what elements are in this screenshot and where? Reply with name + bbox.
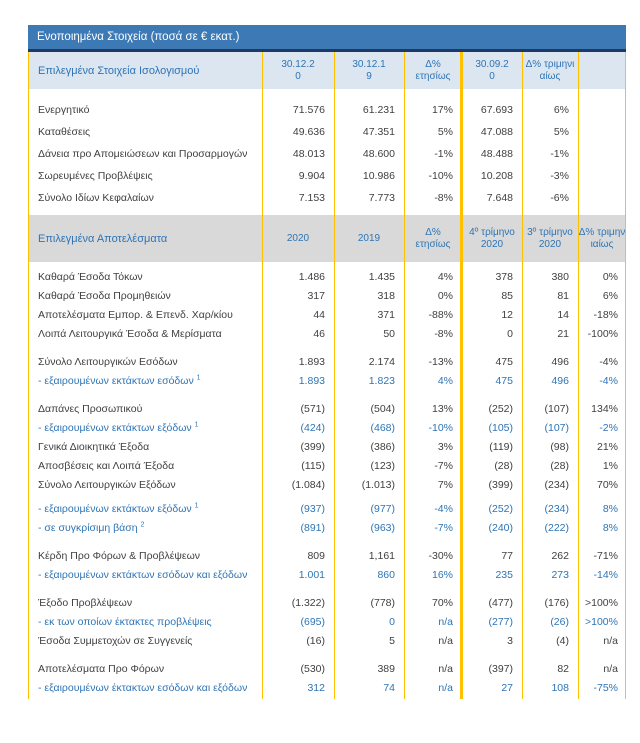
cell-value: (695) [300,615,325,628]
cell-value: -1% [434,148,453,160]
cell-value: -75% [593,681,618,694]
cell-value: -88% [428,308,453,321]
cell-value: 1% [602,459,618,472]
cell-value: 378 [495,270,513,283]
table-row [28,143,626,165]
cell-value: n/a [438,681,453,694]
cell-value: -4% [599,355,618,368]
grid-line-col1 [262,52,263,699]
cell-value: 1.435 [368,270,395,283]
cell-value: 475 [495,355,513,368]
cell-value: -4% [599,374,618,387]
table-row [28,456,626,475]
results-rows [28,267,626,697]
row-label: - εξαιρουμένων εκτάκτων εσόδων $^1$ [38,374,201,387]
row-label: Σύνολο Λειτουργικών Εσόδων [38,355,178,368]
cell-value: 0 [507,327,513,340]
cell-value: (107) [544,402,569,415]
table-row [28,678,626,697]
cell-value: 312 [307,681,325,694]
cell-value: (1.013) [361,478,395,491]
cell-value: (28) [550,459,569,472]
section1-title: Επιλεγμένα Στοιχεία Ισολογισμού [38,64,200,77]
cell-value: (937) [300,502,325,515]
grid-line-right-border [625,52,626,699]
col-header-q4-2020: 4º τρίμηνο 2020 [469,227,515,250]
table-row [28,499,626,518]
cell-value: (571) [300,402,325,415]
row-label: Δαπάνες Προσωπικού [38,402,143,415]
col-header-delta-yearly: Δ% ετησίως [415,59,451,82]
cell-value: (399) [488,478,513,491]
cell-value: -1% [550,148,569,160]
cell-value: -14% [593,568,618,581]
table-row [28,418,626,437]
cell-value: 4% [437,270,453,283]
table-row [28,659,626,678]
cell-value: n/a [438,662,453,675]
row-label: Έξοδο Προβλέψεων [38,596,133,609]
cell-value: 48.013 [292,148,325,160]
col-header-2019: 2019 [357,232,381,244]
row-label: Ενεργητικό [38,104,90,116]
table-row [28,475,626,494]
cell-value: (234) [544,478,569,491]
col-header-delta-yearly-2: Δ% ετησίως [415,227,451,250]
col-header-delta-quarterly-2: Δ% τριμηνιαίως [578,227,626,250]
cell-value: (234) [544,502,569,515]
cell-value: 9.904 [298,170,325,182]
cell-value: 262 [551,549,569,562]
cell-value: 3 [507,634,513,647]
cell-value: (891) [300,521,325,534]
col-header-delta-quarterly: Δ% τριμηνιαίως [525,59,575,82]
financial-report-table [28,25,626,699]
footnote-marker: 1 [194,502,199,509]
cell-value: 5% [437,126,453,138]
cell-value: 0 [389,615,395,628]
cell-value: 44 [313,308,325,321]
cell-value: 49.636 [292,126,325,138]
table-title-bar [28,25,626,49]
row-label: - εξαιρουμένων εκτάκτων εσόδων και εξόδων [38,568,248,581]
cell-value: n/a [603,662,618,675]
cell-value: 46 [313,327,325,340]
cell-value: 317 [307,289,325,302]
cell-value: 47.351 [362,126,395,138]
table-row [28,593,626,612]
section2-title: Επιλεγμένα Αποτελέσματα [38,232,168,245]
col-header-q3-2020: 3º τρίμηνο 2020 [527,227,573,250]
cell-value: 10.986 [362,170,395,182]
cell-value: -2% [599,421,618,434]
cell-value: 8% [602,521,618,534]
cell-value: 1.893 [298,355,325,368]
cell-value: (123) [370,459,395,472]
cell-value: n/a [603,634,618,647]
balance-sheet-rows [28,99,626,209]
cell-value: 81 [557,289,569,302]
row-label: Αποσβέσεις και Λοιπά Έξοδα [38,459,175,472]
cell-value: 7.773 [368,192,395,204]
cell-value: 496 [551,355,569,368]
row-label: - εξαιρουμένων εκτάκτων εξόδων $^1$ [38,502,199,515]
cell-value: 389 [377,662,395,675]
cell-value: -3% [550,170,569,182]
cell-value: 7% [437,478,453,491]
grid-line-col2 [334,52,335,699]
cell-value: (397) [488,662,513,675]
cell-value: -8% [434,192,453,204]
cell-value: -7% [434,521,453,534]
cell-value: -6% [550,192,569,204]
row-label: Έσοδα Συμμετοχών σε Συγγενείς [38,634,193,647]
row-label: Γενικά Διοικητικά Έξοδα [38,440,150,453]
cell-value: (1.322) [291,596,325,609]
cell-value: 0% [602,270,618,283]
cell-value: -4% [434,502,453,515]
footnote-marker: 1 [196,374,201,381]
row-label: - σε συγκρίσιμη βάση $^2$ [38,521,145,534]
table-row [28,399,626,418]
cell-value: 85 [501,289,513,302]
cell-value: 5% [553,126,569,138]
row-label: - εξαιρουμένων εκτάκτων εξόδων $^1$ [38,421,199,434]
row-label: Κέρδη Προ Φόρων & Προβλέψεων [38,549,201,562]
cell-value: -18% [593,308,618,321]
cell-value: -71% [593,549,618,562]
cell-value: 1.486 [298,270,325,283]
cell-value: 496 [551,374,569,387]
cell-value: 1.893 [298,374,325,387]
cell-value: (399) [300,440,325,453]
cell-value: 47.088 [480,126,513,138]
grid-line-left-border [28,52,29,699]
cell-value: 14 [557,308,569,321]
grid-line-section-divider [460,52,463,699]
cell-value: 50 [383,327,395,340]
col-header-30-12-20: 30.12.20 [281,59,315,82]
col-header-30-09-20: 30.09.20 [475,59,509,82]
cell-value: (28) [494,459,513,472]
table-row [28,99,626,121]
cell-value: (477) [488,596,513,609]
col-header-30-12-19: 30.12.19 [352,59,386,82]
cell-value: 6% [553,104,569,116]
table-grid [28,52,626,699]
cell-value: >100% [585,615,618,628]
cell-value: 5 [389,634,395,647]
row-label: Σύνολο Ιδίων Κεφαλαίων [38,192,154,204]
cell-value: 1.823 [368,374,395,387]
cell-value: 82 [557,662,569,675]
table-row [28,305,626,324]
table-row [28,371,626,390]
cell-value: (4) [556,634,569,647]
cell-value: 7.153 [298,192,325,204]
row-label: Καθαρά Έσοδα Προμηθειών [38,289,171,302]
cell-value: (176) [544,596,569,609]
cell-value: -13% [428,355,453,368]
table-row [28,267,626,286]
cell-value: 48.488 [480,148,513,160]
cell-value: -10% [428,170,453,182]
balance-sheet-header-row [28,52,626,89]
cell-value: 70% [596,478,618,491]
cell-value: 318 [377,289,395,302]
grid-line-col3 [404,52,405,699]
cell-value: 10.208 [480,170,513,182]
cell-value: (115) [301,459,325,472]
table-row [28,565,626,584]
cell-value: 77 [501,549,513,562]
row-label: - εκ των οποίων έκτακτες προβλέψεις [38,615,212,628]
row-label: Σύνολο Λειτουργικών Εξόδων [38,478,176,491]
grid-line-col5 [522,52,523,699]
cell-value: 61.231 [362,104,395,116]
cell-value: 27 [501,681,513,694]
col-header-2020: 2020 [286,232,310,244]
cell-value: (424) [300,421,325,434]
cell-value: 48.600 [362,148,395,160]
row-label: Καθαρά Έσοδα Τόκων [38,270,143,283]
cell-value: 475 [495,374,513,387]
cell-value: (386) [370,440,395,453]
cell-value: >100% [585,596,618,609]
cell-value: (963) [370,521,395,534]
table-row [28,546,626,565]
cell-value: (530) [300,662,325,675]
table-row [28,518,626,537]
cell-value: (252) [488,502,513,515]
cell-value: 17% [431,104,453,116]
cell-value: -10% [428,421,453,434]
cell-value: 4% [437,374,453,387]
cell-value: (468) [370,421,395,434]
table-row [28,165,626,187]
cell-value: (504) [370,402,395,415]
cell-value: 0% [437,289,453,302]
cell-value: 235 [495,568,513,581]
cell-value: 380 [551,270,569,283]
cell-value: 371 [377,308,395,321]
table-row [28,187,626,209]
cell-value: (778) [370,596,395,609]
cell-value: 7.648 [486,192,513,204]
grid-line-col6 [578,52,579,699]
cell-value: (107) [544,421,569,434]
cell-value: 860 [377,568,395,581]
cell-value: (1.084) [291,478,325,491]
cell-value: (119) [489,440,513,453]
cell-value: -30% [428,549,453,562]
cell-value: (16) [306,634,325,647]
cell-value: 71.576 [292,104,325,116]
cell-value: 8% [602,502,618,515]
cell-value: 1,161 [368,549,395,562]
cell-value: (252) [488,402,513,415]
cell-value: 1.001 [298,568,325,581]
cell-value: 21% [596,440,618,453]
cell-value: 67.693 [480,104,513,116]
table-row [28,631,626,650]
row-label: Αποτελέσματα Προ Φόρων [38,662,165,675]
table-row [28,352,626,371]
row-label: Δάνεια προ Απομειώσεων και Προσαρμογών [38,148,248,160]
cell-value: 273 [551,568,569,581]
cell-value: 809 [307,549,325,562]
cell-value: (26) [550,615,569,628]
table-row [28,612,626,631]
table-row [28,324,626,343]
cell-value: 134% [591,402,618,415]
cell-value: n/a [438,615,453,628]
table-row [28,437,626,456]
cell-value: (977) [370,502,395,515]
cell-value: -100% [587,327,618,340]
row-label: Καταθέσεις [38,126,91,138]
row-label: Σωρευμένες Προβλέψεις [38,170,153,182]
cell-value: 74 [383,681,395,694]
cell-value: (98) [550,440,569,453]
cell-value: -8% [434,327,453,340]
cell-value: (277) [488,615,513,628]
cell-value: 3% [437,440,453,453]
cell-value: 108 [551,681,569,694]
row-label: Αποτελέσματα Εμπορ. & Επενδ. Χαρ/κίου [38,308,233,321]
cell-value: (222) [544,521,569,534]
cell-value: 12 [501,308,513,321]
cell-value: 70% [431,596,453,609]
table-row [28,286,626,305]
table-title: Ενοποιημένα Στοιχεία (ποσά σε € εκατ.) [37,31,240,43]
footnote-marker: 1 [194,421,199,428]
cell-value: n/a [438,634,453,647]
cell-value: -7% [434,459,453,472]
row-label: Λοιπά Λειτουργικά Έσοδα & Μερίσματα [38,327,222,340]
cell-value: 2.174 [368,355,395,368]
cell-value: 16% [431,568,453,581]
cell-value: 6% [602,289,618,302]
footnote-marker: 2 [140,521,145,528]
cell-value: 21 [557,327,569,340]
cell-value: (240) [488,521,513,534]
row-label: - εξαιρουμένων έκτακτων εσόδων και εξόδων [38,681,248,694]
table-row [28,121,626,143]
cell-value: (105) [488,421,513,434]
results-header-row [28,215,626,262]
cell-value: 13% [431,402,453,415]
